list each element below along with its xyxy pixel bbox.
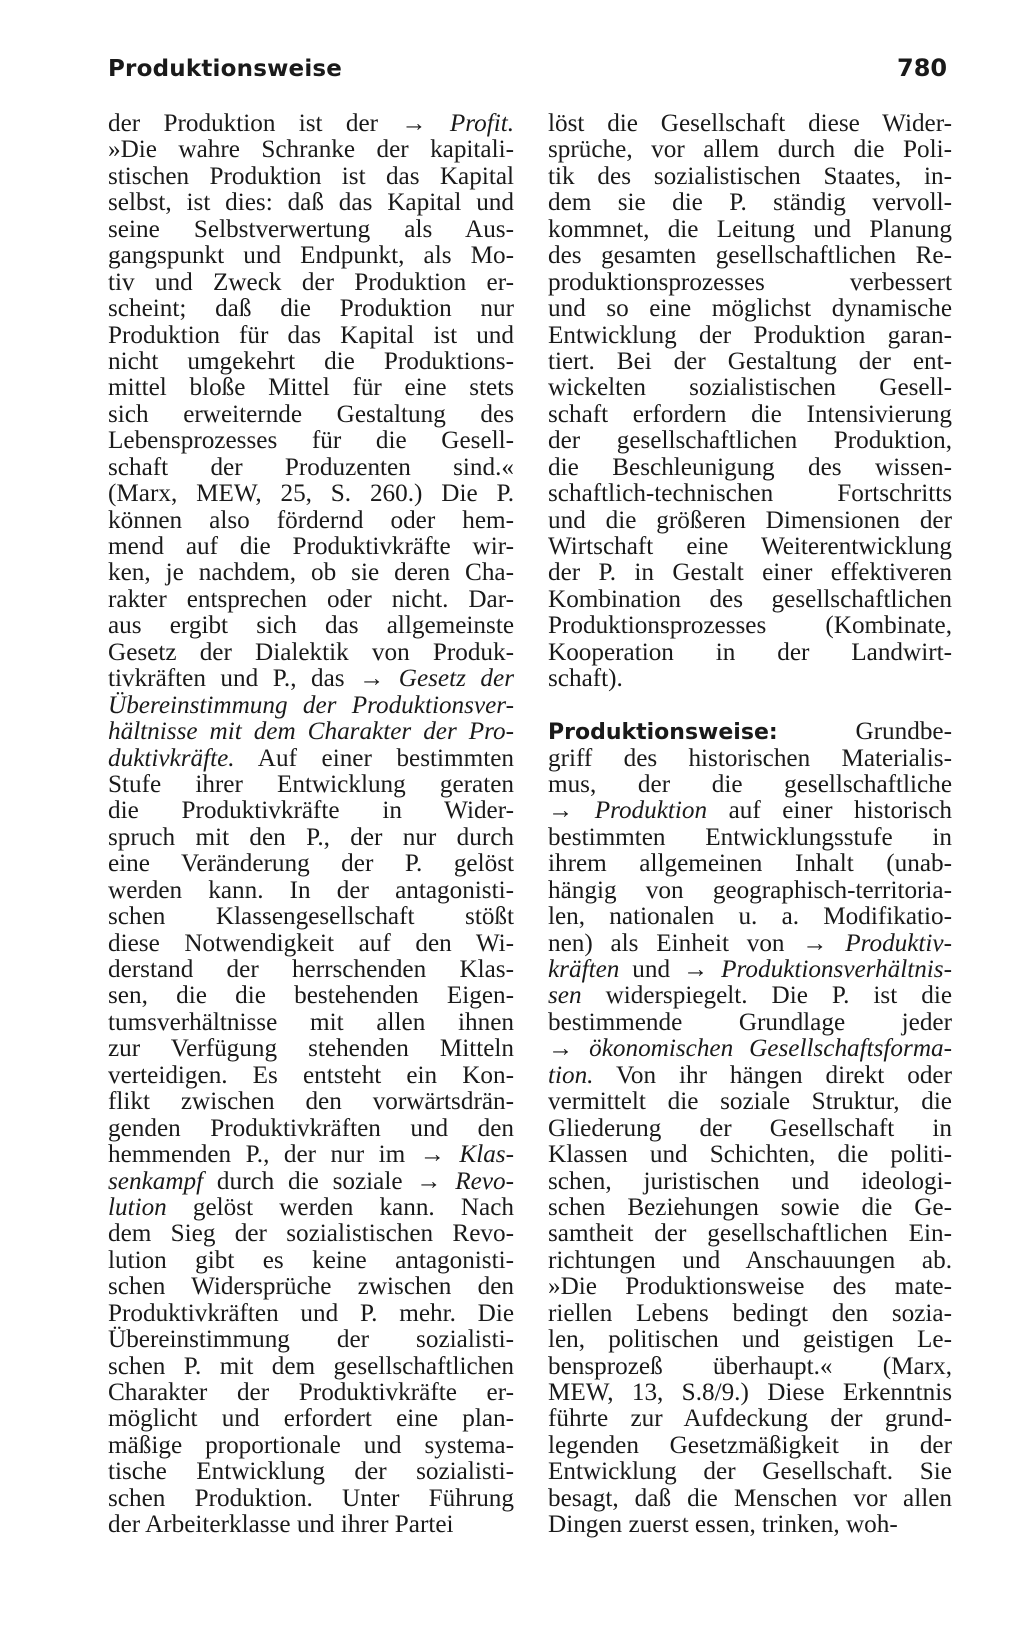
text-line [548, 666, 952, 692]
text-line [108, 1169, 514, 1195]
text-run: Stufe ihrer Entwicklung geraten [108, 770, 514, 798]
text-line [548, 719, 952, 745]
text-run: riellen Lebens bedingt den sozia- [548, 1299, 952, 1327]
text-line [548, 1195, 952, 1221]
text-line [548, 587, 952, 613]
text-line [548, 1169, 952, 1195]
text-line [548, 217, 952, 243]
text-line [108, 1036, 514, 1062]
italic-term: Übereinstimmung der Produktionsver- [108, 691, 514, 719]
text-run: widerspiegelt. Die P. ist die [581, 982, 952, 1010]
text-run: stischen Produktion ist das Kapital [108, 162, 514, 190]
text-run: sen, die die bestehenden Eigen- [108, 982, 514, 1010]
text-run: tik des sozialistischen Staates, in- [548, 162, 952, 190]
text-line [548, 1116, 952, 1142]
text-run: schen Beziehungen sowie die Ge- [548, 1193, 952, 1221]
text-run: Entwicklung der Produktion garan- [548, 321, 952, 349]
text-line [108, 1010, 514, 1036]
italic-term: tion. [548, 1061, 594, 1089]
text-run: werden kann. In der antagonisti- [108, 876, 514, 904]
text-run: mend auf die Produktivkräfte wir- [108, 533, 514, 560]
text-run: zur Verfügung stehenden Mitteln [108, 1035, 514, 1063]
text-run: schen Widersprüche zwischen den [108, 1273, 514, 1301]
text-run: len, nationalen u. a. Modifikatio- [548, 903, 952, 931]
text-line [108, 560, 514, 586]
text-run: flikt zwischen den vorwärtsdrän- [108, 1088, 514, 1116]
text-run: hängig von geographisch-territoria- [548, 876, 952, 904]
text-line [548, 190, 952, 216]
text-run: Entwicklung der Gesellschaft. Sie [548, 1458, 952, 1486]
text-run: nicht umgekehrt die Produktions- [108, 347, 514, 375]
text-line [548, 1433, 952, 1459]
text-run: → [548, 797, 595, 825]
text-line [548, 957, 952, 983]
text-run: und → [619, 956, 722, 983]
text-line [548, 481, 952, 507]
text-run: dem Sieg der sozialistischen Revo- [108, 1220, 514, 1248]
text-line [548, 111, 952, 137]
text-run: scheint; daß die Produktion nur [108, 295, 514, 323]
text-line [108, 1301, 514, 1327]
text-line [548, 323, 952, 349]
text-run: Wirtschaft eine Weiterentwicklung [548, 533, 952, 560]
italic-term: Produktion [594, 797, 708, 825]
text-line [548, 1406, 952, 1432]
text-run: schaft der Produzenten sind.« [108, 453, 514, 481]
text-line [548, 1221, 952, 1247]
text-run: tiv und Zweck der Produktion er- [108, 268, 514, 296]
text-run: Produktivkräften und P. mehr. Die [108, 1299, 514, 1327]
text-line [108, 402, 514, 428]
text-line [108, 825, 514, 851]
text-run: tivkräften und P., das → [108, 665, 399, 693]
text-run: tiert. Bei der Gestaltung der ent- [548, 347, 952, 375]
text-run: der Arbeiterklasse und ihrer Partei [108, 1511, 454, 1539]
text-run: selbst, ist dies: daß das Kapital und [108, 189, 514, 217]
text-line [548, 428, 952, 454]
text-line [108, 1116, 514, 1142]
text-run: bensprozeß überhaupt.« (Marx, [548, 1352, 952, 1380]
text-line [548, 904, 952, 930]
text-line [548, 1486, 952, 1512]
text-line [548, 1327, 952, 1353]
text-run: ken, je nachdem, ob sie deren Cha- [108, 559, 514, 587]
text-run: bestimmende Grundlage jeder [548, 1008, 952, 1036]
text-line [108, 164, 514, 190]
text-run: und die größeren Dimensionen der [548, 506, 952, 534]
text-run: legenden Gesetzmäßigkeit in der [548, 1431, 952, 1459]
text-line [108, 508, 514, 534]
text-line [548, 1010, 952, 1036]
text-run: durch die soziale → [203, 1167, 456, 1195]
text-run: gangspunkt und Endpunkt, als Mo- [108, 242, 514, 270]
text-run: aus ergibt sich das allgemeinste [108, 612, 514, 640]
text-run: wickelten sozialistischen Gesell- [548, 374, 952, 402]
text-line [108, 296, 514, 322]
text-line [548, 693, 952, 719]
text-run: der Produktion ist der → [108, 110, 450, 137]
text-run: Klassen und Schichten, die politi- [548, 1141, 952, 1169]
text-run: spruch mit den P., der nur durch [108, 823, 514, 851]
text-line [108, 455, 514, 481]
text-run: schen Produktion. Unter Führung [108, 1484, 514, 1512]
text-run: ihrem allgemeinen Inhalt (unab- [548, 850, 952, 878]
text-line [548, 746, 952, 772]
text-run: möglicht und erfordert eine plan- [108, 1405, 514, 1433]
text-line [548, 270, 952, 296]
text-line [548, 825, 952, 851]
text-line [108, 983, 514, 1009]
text-run: sprüche, vor allem durch die Poli- [548, 136, 952, 164]
text-run: tische Entwicklung der sozialisti- [108, 1458, 514, 1486]
text-line [108, 746, 514, 772]
italic-term: kräften [548, 956, 620, 983]
text-line [548, 560, 952, 586]
text-run: len, politischen und geistigen Le- [548, 1326, 952, 1354]
text-run: produktionsprozesses verbessert [548, 268, 952, 296]
text-run: Übereinstimmung der sozialisti- [108, 1326, 514, 1354]
italic-term: lution [108, 1193, 167, 1221]
text-run: derstand der herrschenden Klas- [108, 956, 514, 983]
text-run: → [548, 1035, 590, 1063]
text-run: lution gibt es keine antagonisti- [108, 1246, 514, 1274]
italic-term: Profit. [449, 110, 514, 137]
text-line [548, 1274, 952, 1300]
text-line [548, 1459, 952, 1485]
text-line [548, 1142, 952, 1168]
text-run: Kombination des gesellschaftlichen [548, 585, 952, 613]
text-run: Produktionsprozesses (Kombinate, [548, 612, 952, 640]
text-line [548, 455, 952, 481]
text-run: bestimmten Entwicklungsstufe in [548, 823, 952, 851]
text-line [108, 1089, 514, 1115]
text-line [548, 613, 952, 639]
text-run: schaft). [548, 665, 623, 693]
text-line [108, 613, 514, 639]
running-head: Produktionsweise [108, 56, 343, 82]
text-run: die Produktivkräfte in Wider- [108, 797, 514, 825]
text-line [108, 270, 514, 296]
text-line [548, 137, 952, 163]
text-line [548, 772, 952, 798]
text-line [108, 904, 514, 930]
italic-term: Produktiv- [845, 929, 952, 957]
italic-term: Gesetz der [398, 665, 514, 693]
text-run: Produktion für das Kapital ist und [108, 321, 514, 349]
text-line [548, 798, 952, 824]
italic-term: Produktionsverhältnis- [721, 956, 952, 983]
text-line [108, 217, 514, 243]
text-line [548, 1354, 952, 1380]
text-run: diese Notwendigkeit auf den Wi- [108, 929, 514, 957]
text-run: Kooperation in der Landwirt- [548, 638, 952, 666]
italic-term: Revo- [455, 1167, 514, 1195]
text-line [108, 1195, 514, 1221]
italic-term: senkampf [108, 1167, 204, 1195]
text-run: »Die Produktionsweise des mate- [548, 1273, 952, 1301]
text-run: vermittelt die soziale Struktur, die [548, 1088, 952, 1116]
text-line [108, 693, 514, 719]
text-run: Von ihr hängen direkt oder [593, 1061, 952, 1089]
text-run: kommnet, die Leitung und Planung [548, 215, 952, 243]
text-line [108, 666, 514, 692]
text-line [108, 534, 514, 560]
text-run: und so eine möglichst dynamische [548, 295, 952, 323]
text-run: mäßige proportionale und systema- [108, 1431, 514, 1459]
text-run: nen) als Einheit von → [548, 929, 846, 957]
text-run: können also fördernd oder hem- [108, 506, 514, 534]
text-run: seine Selbstverwertung als Aus- [108, 215, 514, 243]
text-run: MEW, 13, S.8/9.) Diese Erkenntnis [548, 1379, 952, 1406]
text-run: schen P. mit dem gesellschaftlichen [108, 1352, 514, 1380]
text-run: die Beschleunigung des wissen- [548, 453, 952, 481]
text-line [108, 1459, 514, 1485]
text-run: der P. in Gestalt einer effektiveren [548, 559, 952, 587]
text-line [548, 243, 952, 269]
text-line [548, 349, 952, 375]
text-line [108, 1274, 514, 1300]
text-line [108, 349, 514, 375]
text-run: gelöst werden kann. Nach [166, 1193, 514, 1221]
text-line [548, 1301, 952, 1327]
italic-term: Klas- [459, 1141, 514, 1169]
text-run: (Marx, MEW, 25, S. 260.) Die P. [108, 480, 514, 508]
page-number: 780 [897, 54, 948, 82]
text-line [108, 1221, 514, 1247]
text-run: rakter entsprechen oder nicht. Dar- [108, 585, 514, 613]
text-line [548, 640, 952, 666]
text-run: sich erweiternde Gestaltung des [108, 400, 514, 428]
text-run: auf einer historisch [707, 797, 953, 825]
text-line [108, 1063, 514, 1089]
text-line [548, 402, 952, 428]
text-line [108, 772, 514, 798]
text-line [108, 1248, 514, 1274]
text-line [108, 1354, 514, 1380]
text-line [108, 1433, 514, 1459]
text-line [548, 931, 952, 957]
text-line [108, 428, 514, 454]
text-run: Lebensprozesses für die Gesell- [108, 427, 514, 455]
text-run: eine Veränderung der P. gelöst [108, 850, 514, 878]
text-line [548, 296, 952, 322]
text-line [108, 1406, 514, 1432]
text-line [108, 323, 514, 349]
entry-headword: Produktionsweise: [548, 720, 778, 746]
text-line [548, 1089, 952, 1115]
text-line [108, 798, 514, 824]
text-line [108, 375, 514, 401]
text-run: mittel bloße Mittel für eine stets [108, 374, 514, 402]
text-run: schaftlich-technischen Fortschritts [548, 480, 952, 508]
text-run: verteidigen. Es entsteht ein Kon- [108, 1061, 514, 1089]
text-line [108, 243, 514, 269]
text-run: besagt, daß die Menschen vor allen [548, 1484, 952, 1512]
text-run: samtheit der gesellschaftlichen Ein- [548, 1220, 952, 1248]
right-column [548, 111, 952, 1539]
text-line [108, 640, 514, 666]
text-line [108, 587, 514, 613]
text-line [548, 1036, 952, 1062]
text-run: richtungen und Anschauungen ab. [548, 1246, 952, 1274]
text-line [548, 1380, 952, 1406]
text-line [108, 1380, 514, 1406]
italic-term: duktivkräfte. [108, 744, 235, 772]
text-line [108, 111, 514, 137]
text-line [548, 1248, 952, 1274]
text-run: schen Klassengesellschaft stößt [108, 903, 514, 931]
italic-term: ökonomischen Gesellschaftsforma- [589, 1035, 952, 1063]
text-line [108, 137, 514, 163]
text-line [548, 878, 952, 904]
text-run: Gliederung der Gesellschaft in [548, 1114, 952, 1142]
text-line [108, 957, 514, 983]
text-line [108, 1512, 514, 1538]
text-run: schaft erfordern die Intensivierung [548, 400, 952, 428]
text-run: löst die Gesellschaft diese Wider- [548, 110, 952, 137]
text-run: dem sie die P. ständig vervoll- [548, 189, 952, 217]
text-run: »Die wahre Schranke der kapitali- [108, 136, 514, 164]
text-run: schen, juristischen und ideologi- [548, 1167, 952, 1195]
text-run: Charakter der Produktivkräfte er- [108, 1379, 514, 1406]
italic-term: sen [548, 982, 582, 1010]
text-line [108, 1327, 514, 1353]
text-line [108, 719, 514, 745]
text-line [108, 190, 514, 216]
text-run: Gesetz der Dialektik von Produk- [108, 638, 514, 666]
left-column [108, 111, 514, 1539]
text-line [548, 164, 952, 190]
text-run: Dingen zuerst essen, trinken, woh- [548, 1511, 898, 1539]
text-run: führte zur Aufdeckung der grund- [548, 1405, 952, 1433]
text-run: Grundbe- [777, 718, 952, 746]
text-run: Auf einer bestimmten [234, 744, 514, 772]
text-line [108, 931, 514, 957]
text-line [548, 983, 952, 1009]
text-line [108, 878, 514, 904]
text-line [548, 1512, 952, 1538]
text-line [548, 851, 952, 877]
text-run: griff des historischen Materialis- [548, 744, 952, 772]
text-run: mus, der die gesellschaftliche [548, 770, 952, 798]
text-line [548, 1063, 952, 1089]
text-line [108, 851, 514, 877]
text-run: genden Produktivkräften und den [108, 1114, 514, 1142]
text-run: des gesamten gesellschaftlichen Re- [548, 242, 952, 270]
text-run: tumsverhältnisse mit allen ihnen [108, 1008, 514, 1036]
text-run: hemmenden P., der nur im → [108, 1141, 460, 1169]
italic-term: hältnisse mit dem Charakter der Pro- [108, 718, 514, 746]
text-line [548, 375, 952, 401]
text-line [108, 1486, 514, 1512]
text-run: der gesellschaftlichen Produktion, [548, 427, 952, 455]
text-line [108, 481, 514, 507]
text-line [548, 508, 952, 534]
text-line [548, 534, 952, 560]
text-line [108, 1142, 514, 1168]
